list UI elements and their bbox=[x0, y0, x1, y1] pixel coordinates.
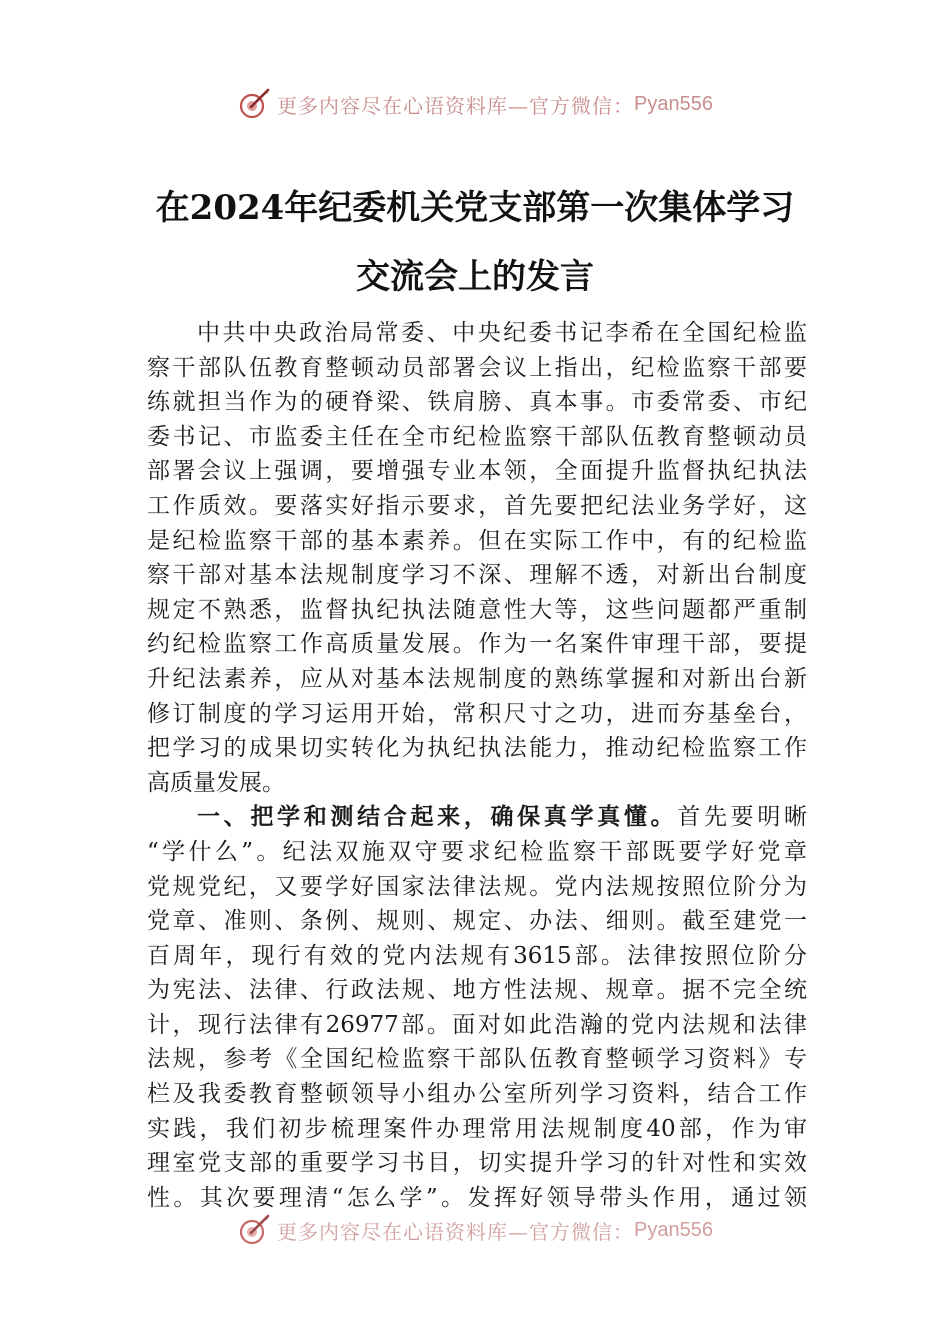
text-line: 党规党纪，又要学好国家法律法规。党内法规按照位阶分为 bbox=[147, 873, 807, 900]
text-line: 察干部队伍教育整顿动员部署会议上指出，纪检监察干部要 bbox=[147, 354, 807, 381]
text-line: 党章、准则、条例、规则、规定、办法、细则。截至建党一 bbox=[147, 908, 807, 935]
watermark-header bbox=[0, 84, 950, 124]
text-line: 是纪检监察干部的基本素养。但在实际工作中，有的纪检监 bbox=[147, 527, 807, 554]
text-line: 栏及我委教育整顿领导小组办公室所列学习资料，结合工作 bbox=[147, 1081, 807, 1108]
section-heading: 一、把学和测结合起来，确保真学真懂。 bbox=[197, 803, 678, 831]
watermark-footer bbox=[0, 1210, 950, 1250]
text-line: 升纪法素养，应从对基本法规制度的熟练掌握和对新出台新 bbox=[147, 665, 807, 692]
section-text: 首先要明晰 bbox=[677, 804, 808, 831]
text-line: 法规，参考《全国纪检监察干部队伍教育整顿学习资料》专 bbox=[147, 1046, 807, 1073]
text-line: 部署会议上强调，要增强专业本领，全面提升监督执纪执法 bbox=[147, 458, 807, 485]
watermark-code: Pyan556 bbox=[634, 92, 713, 115]
text-line: 练就担当作为的硬脊梁、铁肩膀、真本事。市委常委、市纪 bbox=[147, 389, 807, 416]
text-line: 中共中央政治局常委、中央纪委书记李希在全国纪检监 bbox=[197, 320, 807, 346]
document-body bbox=[147, 316, 807, 1215]
document-title-line-1: 在2024年纪委机关党支部第一次集体学习 bbox=[155, 188, 795, 228]
text-line: 委书记、市监委主任在全市纪检监察干部队伍教育整顿动员 bbox=[147, 423, 807, 450]
watermark-text: 更多内容尽在心语资料库—官方微信： bbox=[277, 1219, 635, 1244]
text-line: 把学习的成果切实转化为执纪执法能力，推动纪检监察工作 bbox=[147, 735, 807, 762]
watermark-text: 更多内容尽在心语资料库—官方微信： bbox=[277, 93, 635, 118]
text-line: 理室党支部的重要学习书目，切实提升学习的针对性和实效 bbox=[147, 1150, 807, 1177]
text-line: 修订制度的学习运用开始，常积尺寸之功，进而夯基垒台， bbox=[147, 700, 807, 727]
text-line: 实践，我们初步梳理案件办理常用法规制度40部，作为审 bbox=[147, 1115, 807, 1142]
text-line: 察干部对基本法规制度学习不深、理解不透，对新出台制度 bbox=[147, 562, 807, 589]
text-line: 规定不熟悉，监督执纪执法随意性大等，这些问题都严重制 bbox=[147, 596, 807, 623]
text-line: 百周年，现行有效的党内法规有3615部。法律按照位阶分 bbox=[147, 942, 807, 969]
pen-seal-icon bbox=[237, 1213, 271, 1247]
text-line: 约纪检监察工作高质量发展。作为一名案件审理干部，要提 bbox=[147, 631, 807, 658]
paragraph-intro bbox=[147, 316, 807, 800]
watermark-code: Pyan556 bbox=[634, 1218, 713, 1241]
text-line: 性。其次要理清“怎么学”。发挥好领导带头作用，通过领 bbox=[147, 1184, 807, 1211]
section-heading-line bbox=[147, 800, 807, 835]
pen-seal-icon bbox=[237, 87, 271, 121]
section-1 bbox=[147, 800, 807, 1215]
document-title-line-2: 交流会上的发言 bbox=[356, 257, 594, 297]
text-line: 工作质效。要落实好指示要求，首先要把纪法业务学好，这 bbox=[147, 492, 807, 519]
text-line: 为宪法、法律、行政法规、地方性法规、规章。据不完全统 bbox=[147, 977, 807, 1004]
text-line: “学什么”。纪法双施双守要求纪检监察干部既要学好党章 bbox=[147, 838, 807, 865]
text-line: 计，现行法律有26977部。面对如此浩瀚的党内法规和法律 bbox=[147, 1011, 807, 1038]
text-line: 高质量发展。 bbox=[147, 769, 285, 796]
